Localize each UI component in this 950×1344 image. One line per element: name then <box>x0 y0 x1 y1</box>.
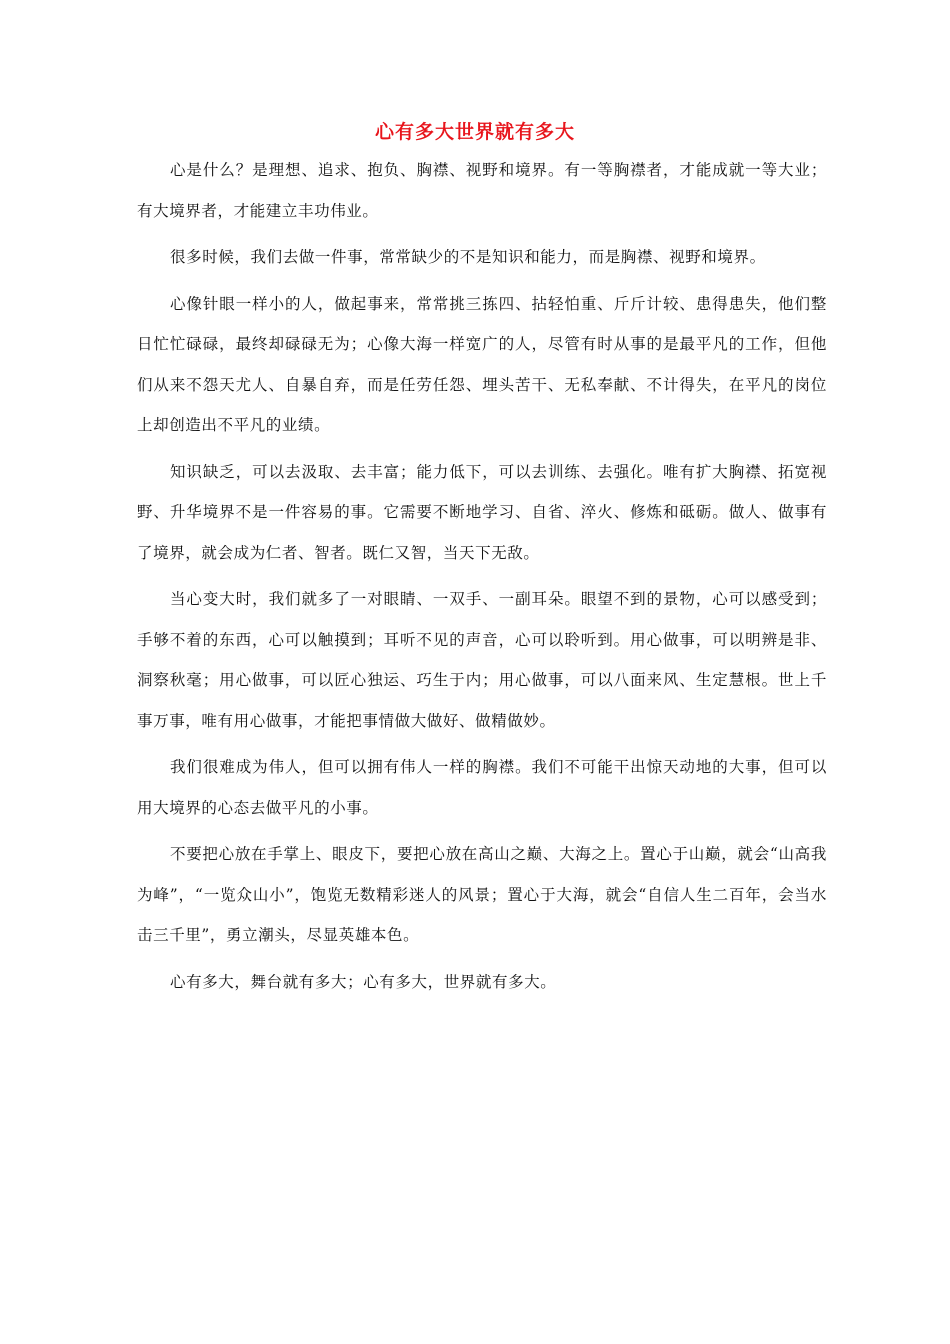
paragraph: 我们很难成为伟人，但可以拥有伟人一样的胸襟。我们不可能干出惊天动地的大事，但可以用大境界的心态去做平凡的小事。 <box>137 758 827 817</box>
document-body <box>137 150 827 1008</box>
paragraph: 很多时候，我们去做一件事，常常缺少的不是知识和能力，而是胸襟、视野和境界。 <box>170 248 766 266</box>
paragraph: 心有多大，舞台就有多大；心有多大，世界就有多大。 <box>170 972 557 991</box>
paragraph: 不要把心放在手掌上、眼皮下，要把心放在高山之巅、大海之上。置心于山巅，就会“山高我为峰”，“一览众山小”，饱览无数精彩迷人的风景；置心于大海，就会“自信人生二百年，会当水击三千里”，勇立潮头，尽显英雄本色。 <box>137 845 827 944</box>
paragraph: 当心变大时，我们就多了一对眼睛、一双手、一副耳朵。眼望不到的景物，心可以感受到；手够不着的东西，心可以触摸到；耳听不见的声音，心可以聆听到。用心做事，可以明辨是非、洞察秋毫；用心做事，可以匠心独运、巧生于内；用心做事，可以八面来风、生定慧根。世上千事万事，唯有用心做事，才能把事情做大做好、做精做妙。 <box>137 590 827 730</box>
paragraph: 心像针眼一样小的人，做起事来，常常挑三拣四、拈轻怕重、斤斤计较、患得患失，他们整日忙忙碌碌，最终却碌碌无为；心像大海一样宽广的人，尽管有时从事的是最平凡的工作，但他们从来不怨天尤人、自暴自弃，而是任劳任怨、埋头苦干、无私奉献、不计得失，在平凡的岗位上却创造出不平凡的业绩。 <box>137 294 827 434</box>
document-title: 心有多大世界就有多大 <box>374 121 575 143</box>
paragraph: 心是什么？是理想、追求、抱负、胸襟、视野和境界。有一等胸襟者，才能成就一等大业；有大境界者，才能建立丰功伟业。 <box>137 161 827 220</box>
paragraph: 知识缺乏，可以去汲取、去丰富；能力低下，可以去训练、去强化。唯有扩大胸襟、拓宽视野、升华境界不是一件容易的事。它需要不断地学习、自省、淬火、修炼和砥砺。做人、做事有了境界，就会成为仁者、智者。既仁又智，当天下无敌。 <box>137 462 827 562</box>
